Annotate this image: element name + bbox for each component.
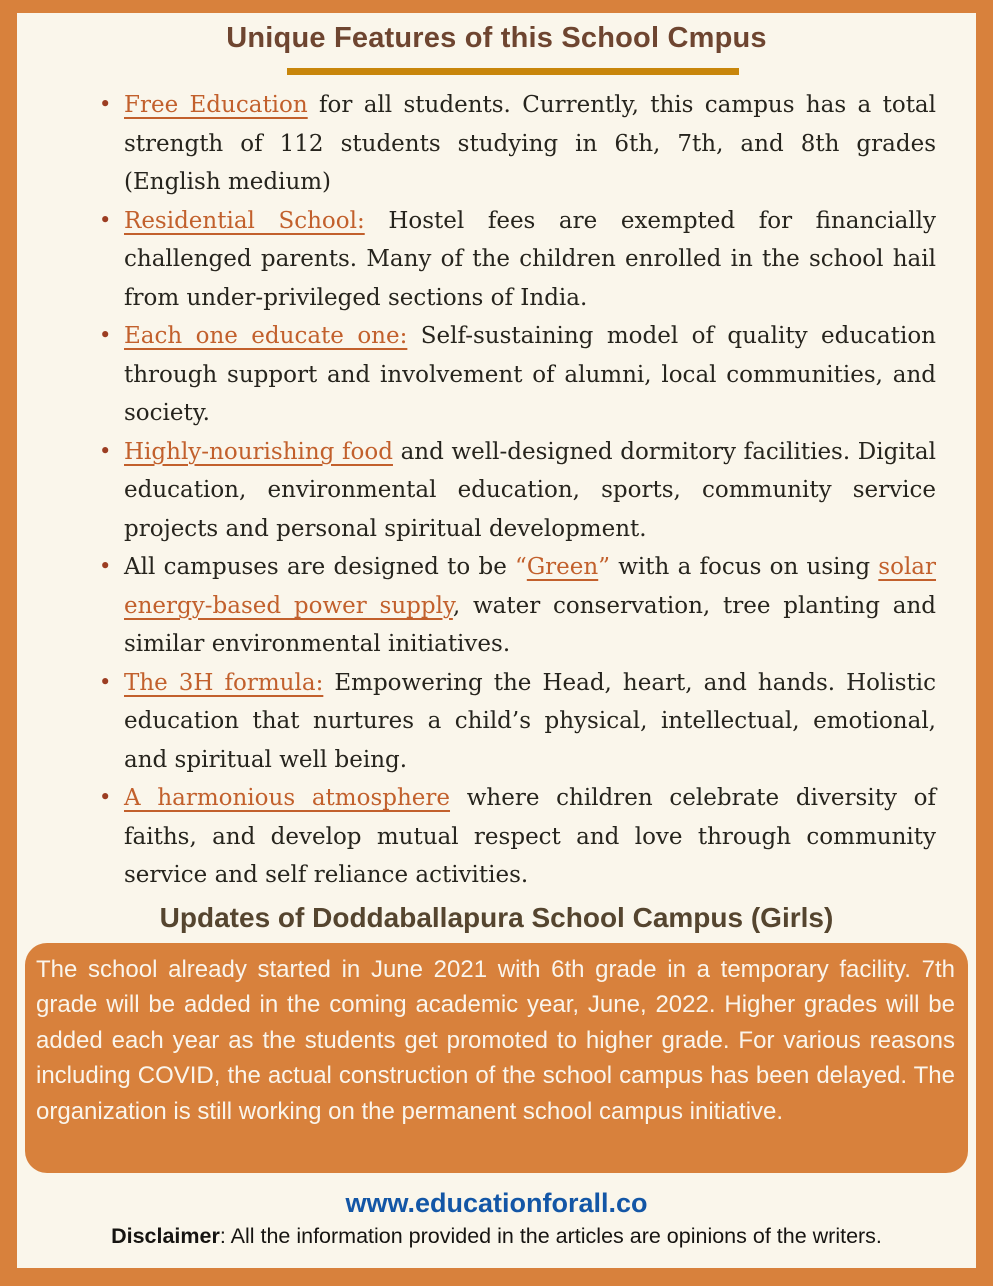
feature-text: All campuses are designed to be xyxy=(124,554,516,580)
feature-text: Self-sustaining model of quality education through support and involvement of alumni, local communities, and society. xyxy=(124,323,936,426)
page-title: Unique Features of this School Cmpus xyxy=(226,22,767,54)
feature-text: for all students. Currently, this campus has a total strength of 112 students studying in 6th, 7th, and 8th grades (English medium) xyxy=(124,92,936,195)
feature-item xyxy=(97,664,936,780)
updates-heading: Updates of Doddaballapura School Campus (Girls) xyxy=(159,901,834,933)
website-link[interactable]: www.educationforall.co xyxy=(345,1187,648,1218)
feature-link[interactable]: Residential School: xyxy=(124,207,365,234)
feature-text: where children celebrate diversity of faiths, and develop mutual respect and love through community service and self reliance activities. xyxy=(124,785,937,888)
feature-text: Empowering the Head, heart, and hands. Holistic education that nurtures a child’s physical, intellectual, emotional, and spiritual well being. xyxy=(124,669,937,773)
feature-link[interactable]: Each one educate one: xyxy=(124,323,408,349)
updates-box xyxy=(25,943,968,1173)
feature-link[interactable]: Green xyxy=(526,554,599,580)
updates-text: The school already started in June 2021 with 6th grade in a temporary facility. 7th grade will be added in the coming academic year, June, 2022. Higher grades will be added each year as the students get promoted to higher grade. For various reasons including COVID, the actual construction of the school campus has been delayed. The organization is still working on the permanent school campus initiative. xyxy=(36,955,955,1125)
feature-text: Hostel fees are exempted for financially challenged parents. Many of the children enrolled in the school hail from under-privileged sections of India. xyxy=(124,207,936,311)
feature-link[interactable]: solar energy-based power supply xyxy=(124,554,937,619)
feature-link[interactable]: Free Education xyxy=(124,92,308,118)
title-underline-bar xyxy=(287,68,739,75)
features-list xyxy=(17,86,976,895)
feature-item xyxy=(97,433,936,549)
feature-link[interactable]: The 3H formula: xyxy=(124,669,324,696)
quote-mark: “ xyxy=(515,554,527,580)
feature-text: , water conservation, tree planting and similar environmental initiatives. xyxy=(124,592,936,657)
disclaimer xyxy=(17,1224,976,1249)
feature-item xyxy=(97,202,936,318)
feature-link[interactable]: A harmonious atmosphere xyxy=(124,785,451,811)
feature-item xyxy=(97,317,936,433)
feature-item xyxy=(97,779,936,895)
feature-text: and well-designed dormitory facilities. Digital education, environmental education, sports, community service projects and personal spiritual development. xyxy=(124,438,936,542)
disclaimer-label: Disclaimer xyxy=(111,1223,220,1248)
feature-text: with a focus on using xyxy=(609,554,879,580)
feature-link[interactable]: Highly-nourishing food xyxy=(124,438,393,465)
disclaimer-text: : All the information provided in the articles are opinions of the writers. xyxy=(219,1223,882,1248)
quote-mark: ” xyxy=(598,554,610,580)
feature-item xyxy=(97,86,936,202)
feature-item xyxy=(97,548,936,664)
